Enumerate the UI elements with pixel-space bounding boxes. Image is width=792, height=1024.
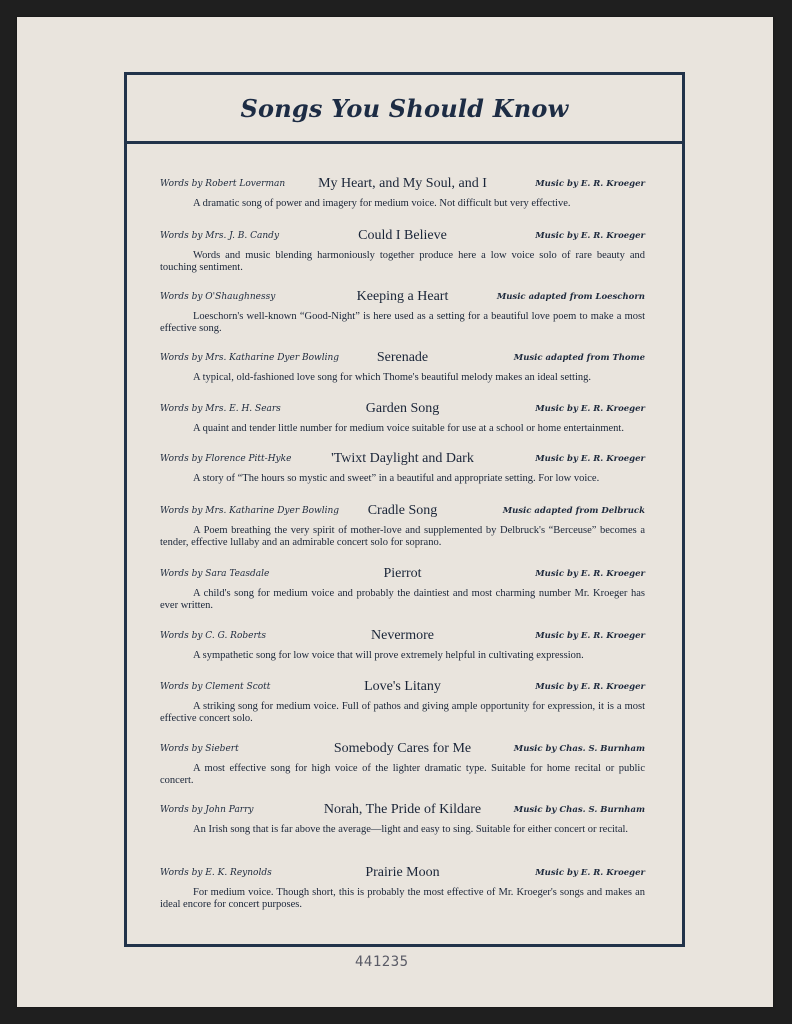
song-header — [160, 566, 645, 584]
song-entry — [160, 503, 645, 549]
song-header — [160, 289, 645, 307]
song-title: Could I Believe — [358, 228, 447, 243]
lyricist-credit: Words by Mrs. J. B. Candy — [160, 231, 280, 241]
composer-credit: Music adapted from Thome — [513, 353, 645, 363]
composer-credit: Music by E. R. Kroeger — [535, 569, 645, 579]
lyricist-credit: Words by John Parry — [160, 805, 254, 815]
song-entry — [160, 679, 645, 725]
song-description: A typical, old-fashioned love song for which Thome's beautiful melody makes an ideal setting. — [193, 372, 591, 383]
song-header — [160, 401, 645, 419]
song-description: An Irish song that is far above the average—light and easy to sing. Suitable for either concert or recital. — [193, 824, 629, 835]
song-description: A Poem breathing the very spirit of mother-love and supplemented by Delbruck's “Berceuse” becomes a tender, effective lullaby and an admirable concert solo for soprano. — [160, 525, 645, 548]
title-box — [127, 75, 682, 144]
catalog-number: 441235 — [355, 954, 409, 970]
song-entry — [160, 176, 645, 210]
song-entry — [160, 401, 645, 435]
song-header — [160, 176, 645, 194]
song-entry — [160, 741, 645, 787]
song-header — [160, 802, 645, 820]
page-title: Songs You Should Know — [240, 93, 569, 123]
song-description: A dramatic song of power and imagery for medium voice. Not difficult but very effective. — [193, 198, 571, 209]
lyricist-credit: Words by E. K. Reynolds — [160, 868, 272, 878]
composer-credit: Music by E. R. Kroeger — [535, 682, 645, 692]
composer-credit: Music by E. R. Kroeger — [535, 454, 645, 464]
composer-credit: Music adapted from Delbruck — [502, 506, 645, 516]
song-description: For medium voice. Though short, this is probably the most effective of Mr. Kroeger's songs and makes an ideal encore for concert purposes. — [160, 887, 645, 910]
composer-credit: Music by Chas. S. Burnham — [513, 744, 645, 754]
lyricist-credit: Words by C. G. Roberts — [160, 631, 267, 641]
song-title: Serenade — [376, 350, 429, 365]
song-header — [160, 451, 645, 469]
composer-credit: Music by Chas. S. Burnham — [513, 805, 645, 815]
song-title: My Heart, and My Soul, and I — [318, 176, 487, 191]
lyricist-credit: Words by Mrs. Katharine Dyer Bowling — [160, 353, 340, 363]
song-entry — [160, 566, 645, 612]
song-title: Prairie Moon — [365, 865, 440, 880]
song-header — [160, 679, 645, 697]
lyricist-credit: Words by Mrs. E. H. Sears — [160, 404, 281, 414]
song-title: Somebody Cares for Me — [333, 741, 472, 756]
song-title: 'Twixt Daylight and Dark — [331, 451, 474, 466]
composer-credit: Music by E. R. Kroeger — [535, 179, 645, 189]
song-title: Love's Litany — [364, 679, 441, 694]
lyricist-credit: Words by Siebert — [160, 744, 239, 754]
composer-credit: Music by E. R. Kroeger — [535, 868, 645, 878]
song-entry — [160, 802, 645, 836]
song-description: A quaint and tender little number for medium voice suitable for use at a school or home entertainment. — [193, 423, 624, 434]
song-description: A child's song for medium voice and probably the daintiest and most charming number Mr. Kroeger has ever written. — [160, 588, 645, 611]
song-entry — [160, 628, 645, 662]
song-title: Keeping a Heart — [356, 289, 449, 304]
lyricist-credit: Words by Florence Pitt-Hyke — [160, 454, 292, 464]
composer-credit: Music adapted from Loeschorn — [496, 292, 645, 302]
song-header — [160, 865, 645, 883]
song-description: Words and music blending harmoniously together produce here a low voice solo of rare beauty and touching sentiment. — [160, 250, 645, 273]
song-title: Pierrot — [383, 566, 422, 581]
lyricist-credit: Words by Mrs. Katharine Dyer Bowling — [160, 506, 340, 516]
song-header — [160, 741, 645, 759]
song-entry — [160, 289, 645, 335]
lyricist-credit: Words by Clement Scott — [160, 682, 271, 692]
song-description: A story of “The hours so mystic and sweet” in a beautiful and appropriate setting. For low voice. — [193, 473, 600, 484]
song-entry — [160, 865, 645, 911]
song-description: A most effective song for high voice of the lighter dramatic type. Suitable for home recital or public concert. — [160, 763, 645, 786]
song-title: Nevermore — [371, 628, 434, 643]
song-title: Cradle Song — [367, 503, 438, 518]
composer-credit: Music by E. R. Kroeger — [535, 231, 645, 241]
song-title: Norah, The Pride of Kildare — [323, 802, 482, 817]
song-description: A striking song for medium voice. Full of pathos and giving ample opportunity for expression, it is a most effective concert solo. — [160, 701, 645, 724]
song-header — [160, 228, 645, 246]
song-header — [160, 503, 645, 521]
song-header — [160, 350, 645, 368]
song-header — [160, 628, 645, 646]
lyricist-credit: Words by Sara Teasdale — [160, 569, 270, 579]
song-entry — [160, 350, 645, 384]
song-entry — [160, 228, 645, 274]
song-title: Garden Song — [365, 401, 440, 416]
song-description: Loeschorn's well-known “Good-Night” is here used as a setting for a beautiful love poem to make a most effective song. — [160, 311, 645, 334]
lyricist-credit: Words by Robert Loverman — [160, 179, 286, 189]
composer-credit: Music by E. R. Kroeger — [535, 404, 645, 414]
composer-credit: Music by E. R. Kroeger — [535, 631, 645, 641]
song-entry — [160, 451, 645, 485]
lyricist-credit: Words by O'Shaughnessy — [160, 292, 276, 302]
song-description: A sympathetic song for low voice that will prove extremely helpful in cultivating expression. — [193, 650, 584, 661]
